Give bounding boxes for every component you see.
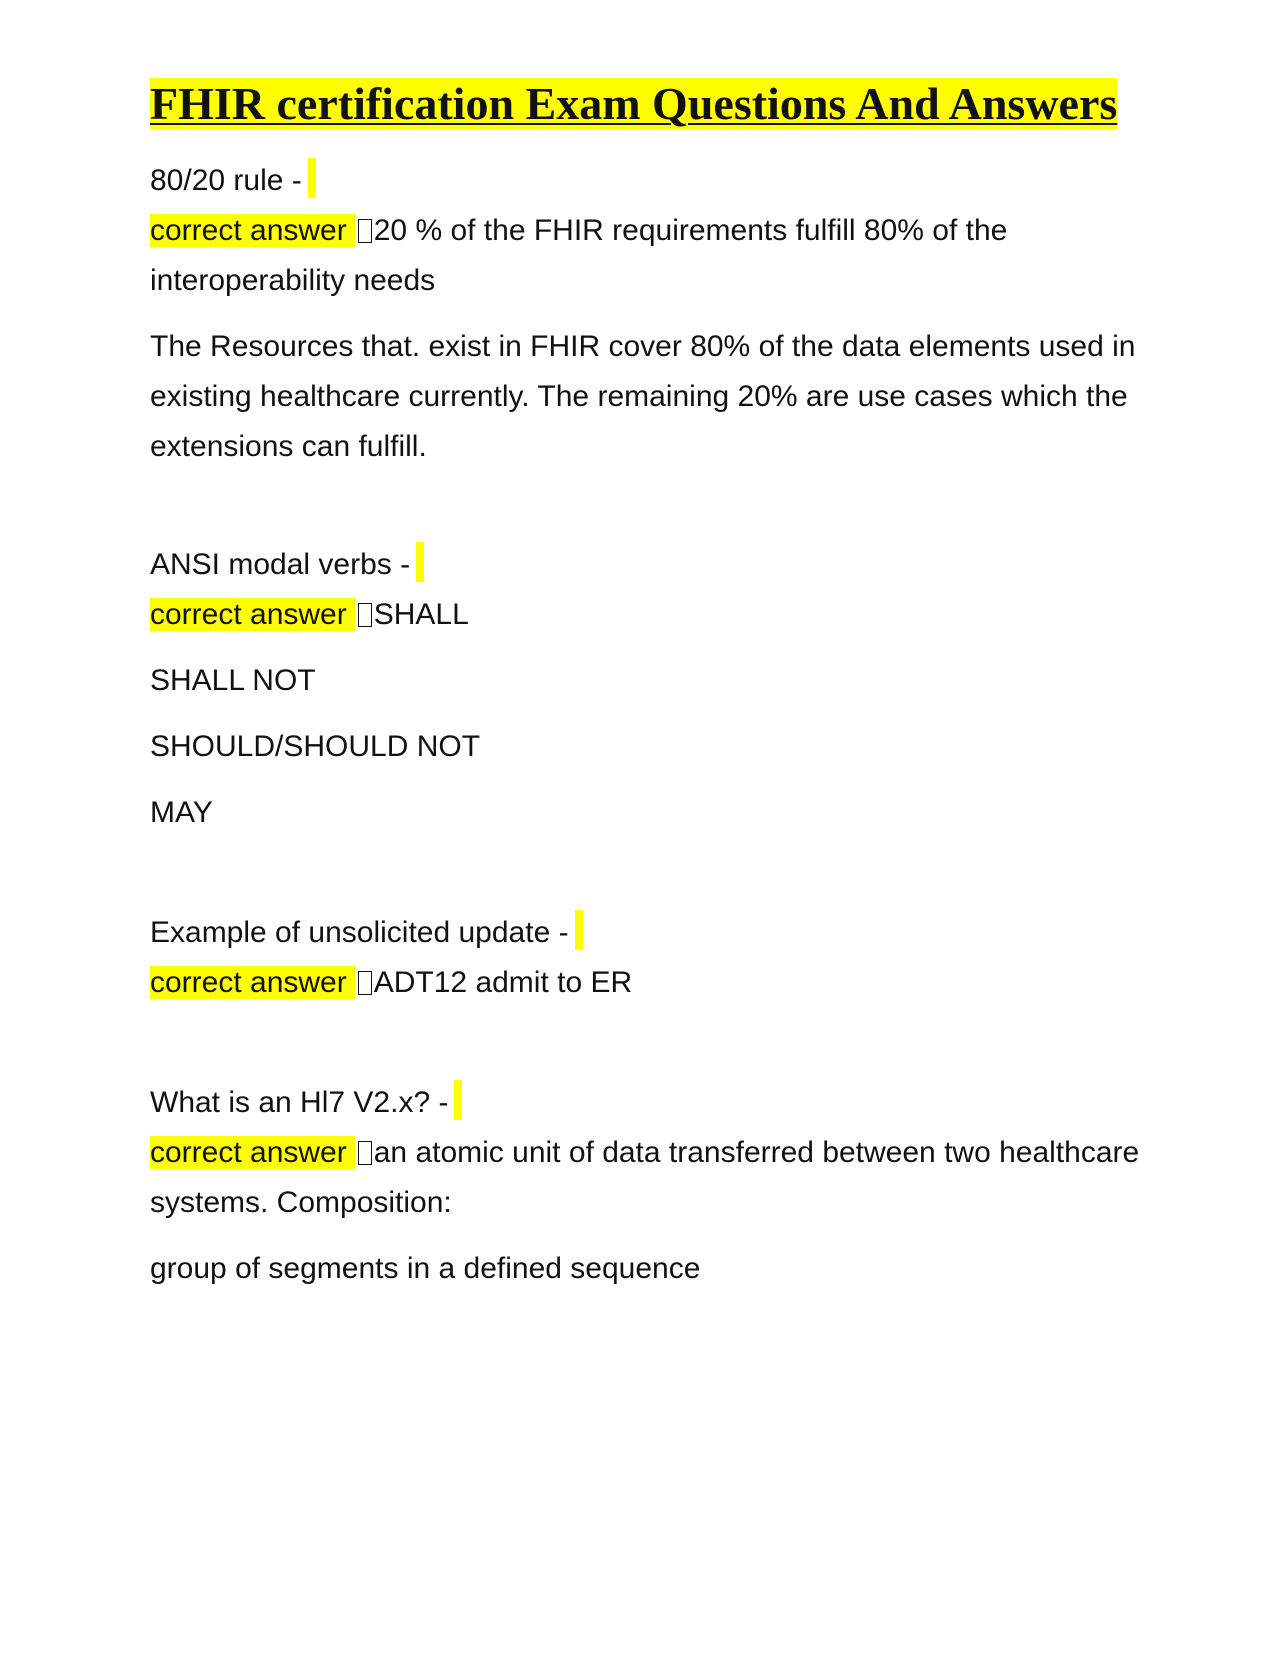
qa-item [150, 156, 1150, 472]
correct-answer-label: correct answer [150, 966, 355, 999]
question: Example of unsolicited update - [150, 908, 1150, 958]
answer-continuation: MAY [150, 796, 213, 829]
answer: correct answer an atomic unit of data transferred between two healthcare systems. Composition: [150, 1136, 1140, 1219]
missing-glyph-box-icon [358, 603, 372, 627]
qa-item [150, 540, 1150, 838]
question: 80/20 rule - [150, 156, 1150, 206]
answer-continuation: group of segments in a defined sequence [150, 1252, 701, 1285]
missing-glyph-box-icon [358, 1141, 372, 1165]
missing-glyph-box-icon [358, 971, 372, 995]
highlight-marker [575, 910, 583, 950]
question: What is an Hl7 V2.x? - [150, 1078, 1150, 1128]
qa-item [150, 908, 1150, 1008]
correct-answer-label: correct answer [150, 598, 355, 631]
answer: correct answer SHALL [150, 598, 469, 631]
qa-item [150, 1078, 1150, 1294]
highlight-marker [416, 542, 424, 582]
highlight-marker [454, 1080, 462, 1120]
missing-glyph-box-icon [358, 219, 372, 243]
answer: correct answer ADT12 admit to ER [150, 966, 633, 999]
correct-answer-label: correct answer [150, 214, 355, 247]
answer: correct answer 20 % of the FHIR requirements fulfill 80% of the interoperability needs [150, 214, 1008, 297]
document-page [150, 75, 1150, 1294]
answer-continuation: SHALL NOT [150, 664, 316, 697]
answer-continuation: SHOULD/SHOULD NOT [150, 730, 481, 763]
document-title: FHIR certification Exam Questions And Answers [150, 78, 1118, 129]
correct-answer-label: correct answer [150, 1136, 355, 1169]
highlight-marker [308, 158, 316, 198]
answer-continuation: The Resources that. exist in FHIR cover 80% of the data elements used in existing healthcare currently. The remaining 20% are use cases which the extensions can fulfill. [150, 330, 1136, 463]
question: ANSI modal verbs - [150, 540, 1150, 590]
